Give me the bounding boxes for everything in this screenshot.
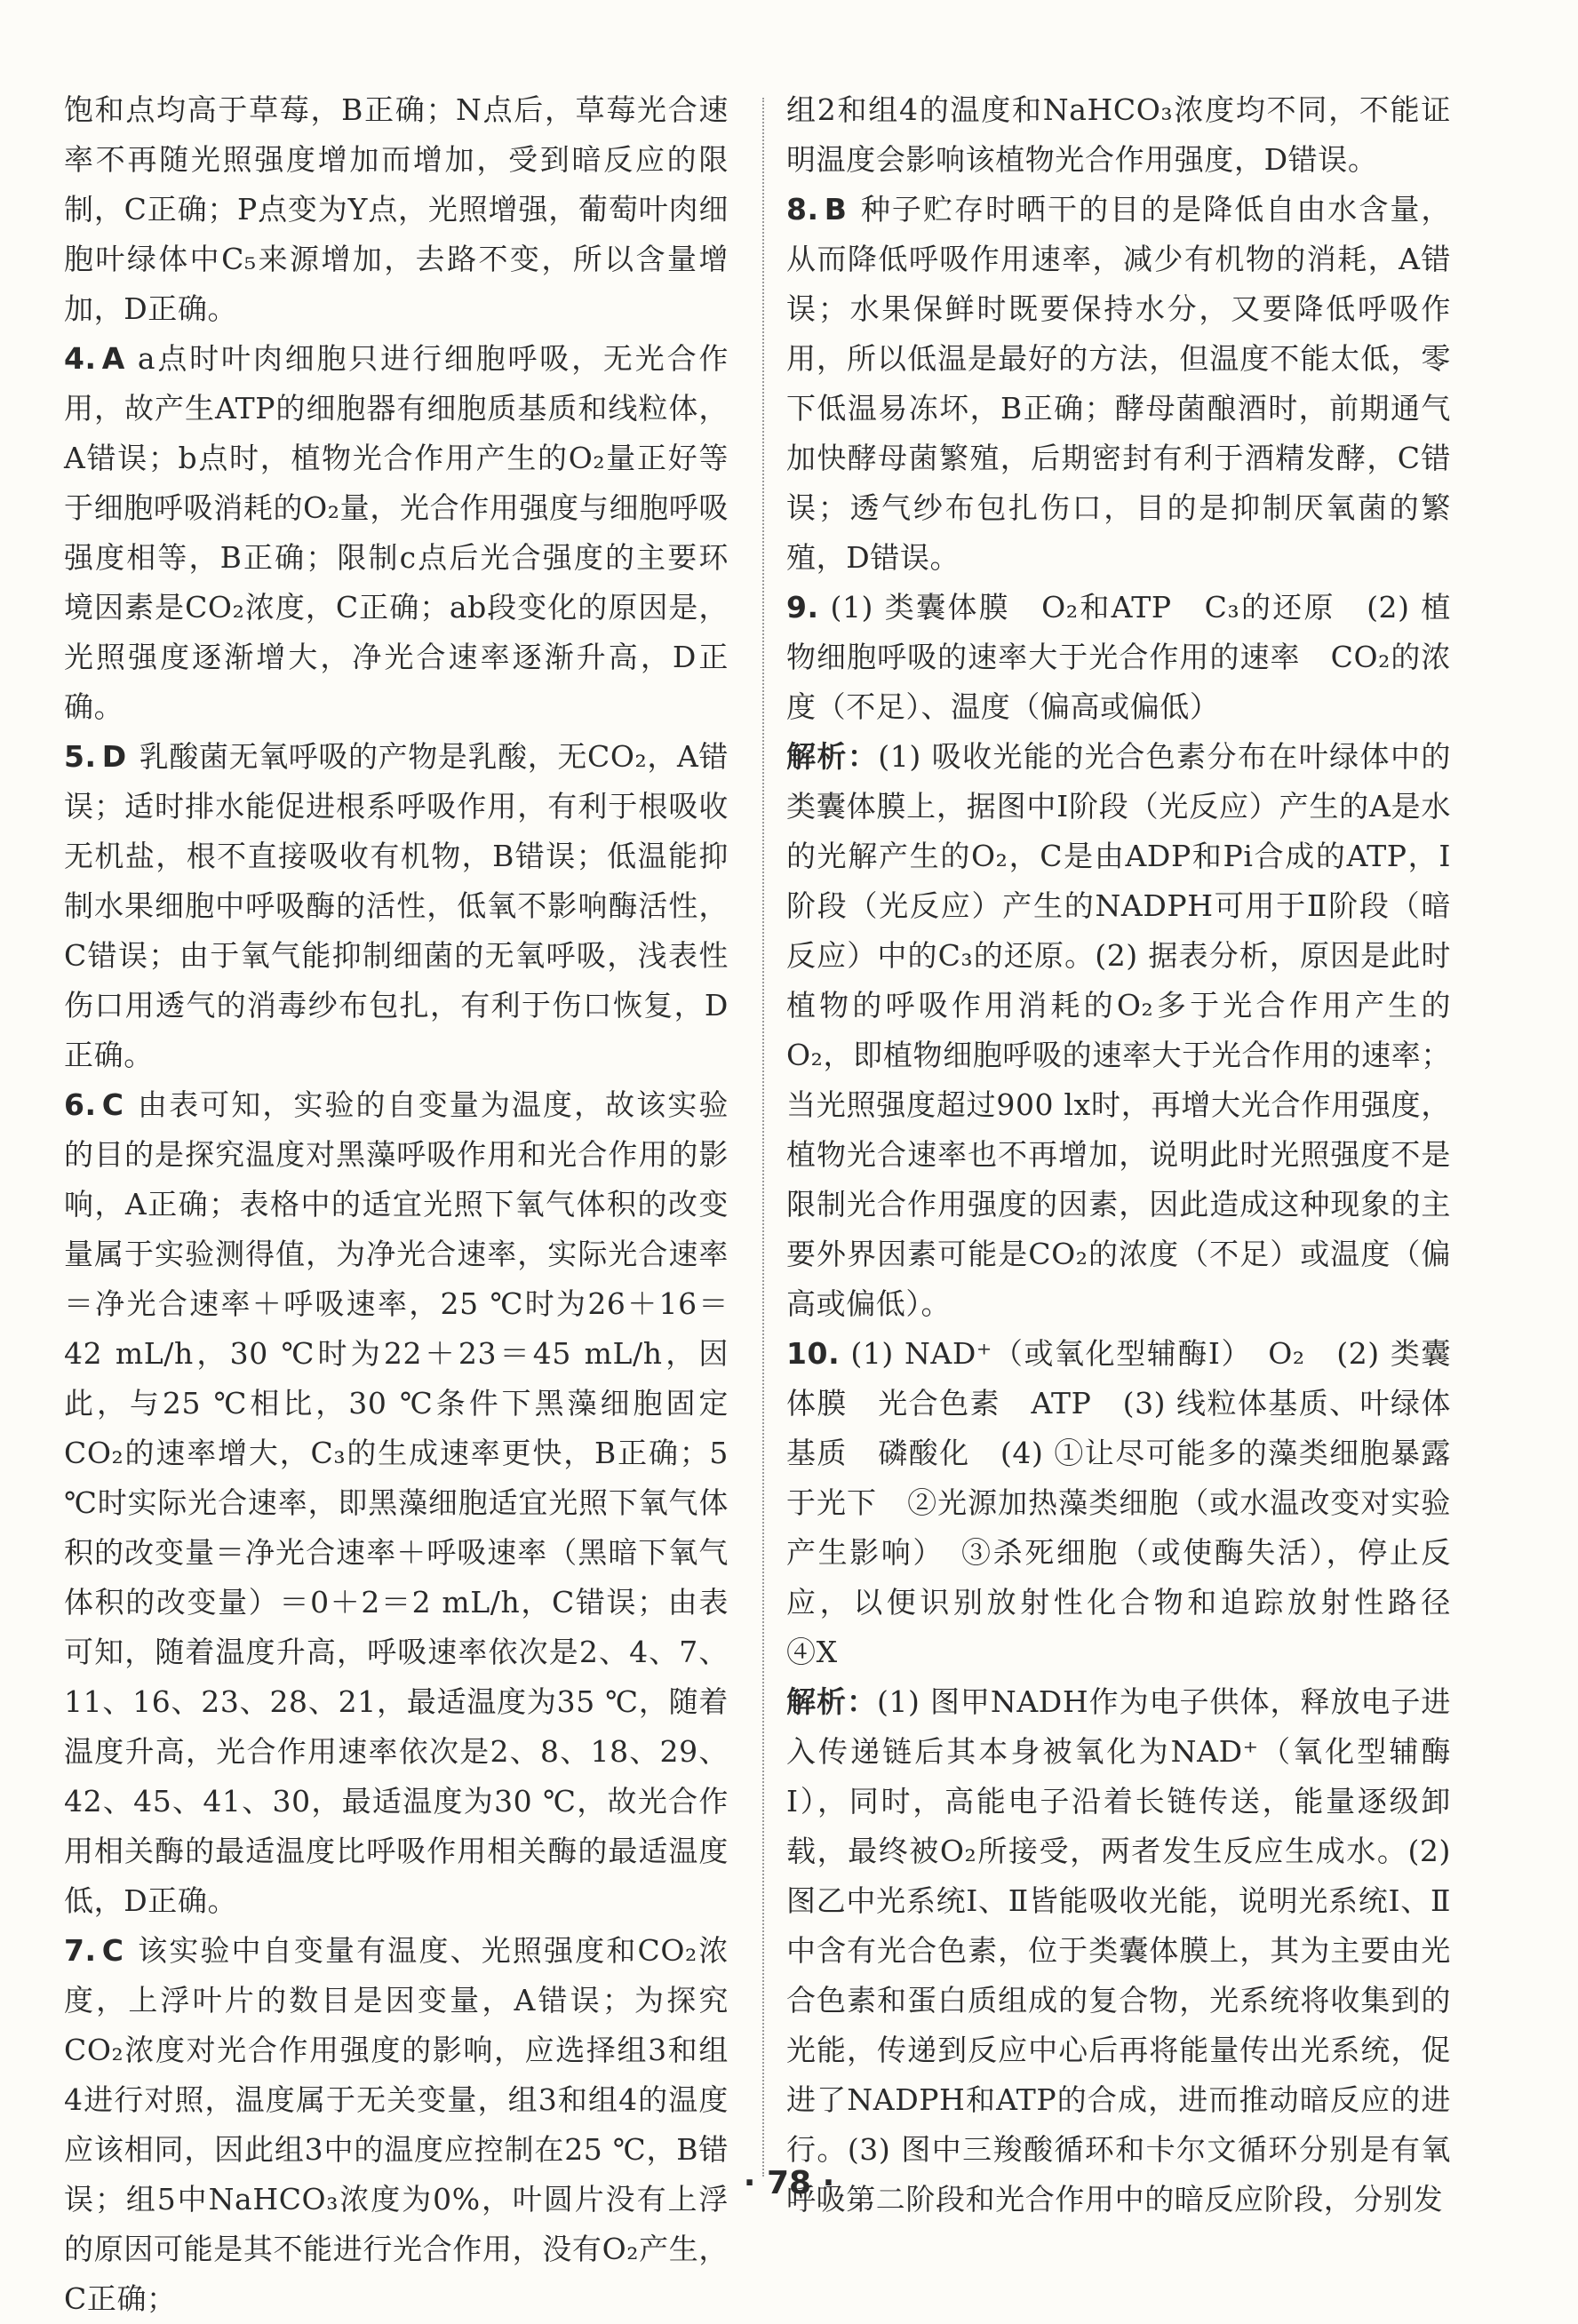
paragraph-text: 饱和点均高于草莓，B正确；N点后，草莓光合速率不再随光照强度增加而增加，受到暗反应的限制，C正确；P点变为Y点，光照增强，葡萄叶肉细胞叶绿体中C₅来源增加，去路不变，所以含量增加，D正确。: [64, 92, 729, 326]
question-9: [786, 583, 1451, 732]
analysis-text: (1) 图甲NADH作为电子供体，释放电子进入传递链后其本身被氧化为NAD⁺（氧化型辅酶Ⅰ），同时，高能电子沿着长链传送，能量逐级卸载，最终被O₂所接受，两者发生反应生成水。(2) 图乙中光系统Ⅰ、Ⅱ皆能吸收光能，说明光系统Ⅰ、Ⅱ中含有光合色素，位于类囊体膜上，其为主要由光合色素和蛋白质组成的复合物，光系统将收集到的光能，传递到反应中心后再将能量传出光系统，促进了NADPH和ATP的合成，进而推动暗反应的进行。(3) 图中三羧酸循环和卡尔文循环分别是有氧呼吸第二阶段和光合作用中的暗反应阶段，分别发: [786, 1684, 1451, 2217]
answer-letter: D: [101, 739, 127, 774]
question-8: [786, 185, 1451, 583]
question-7: [64, 1926, 729, 2324]
answer-letter: C: [101, 1933, 124, 1968]
column-divider: [762, 98, 764, 2177]
question-10-analysis: [786, 1677, 1451, 2225]
page-number: · 78 ·: [743, 2165, 835, 2201]
question-9-analysis: [786, 732, 1451, 1329]
explanation-text: 该实验中自变量有温度、光照强度和CO₂浓度，上浮叶片的数目是因变量，A错误；为探究CO₂浓度对光合作用强度的影响，应选择组3和组4进行对照，温度属于无关变量，组3和组4的温度应该相同，因此组3中的温度应控制在25 ℃，B错误；组5中NaHCO₃浓度为0%，叶圆片没有上浮的原因可能是其不能进行光合作用，没有O₂产生，C正确；: [64, 1933, 729, 2316]
explanation-text: 由表可知，实验的自变量为温度，故该实验的目的是探究温度对黑藻呼吸作用和光合作用的影响，A正确；表格中的适宜光照下氧气体积的改变量属于实验测得值，为净光合速率，实际光合速率＝净光合速率＋呼吸速率，25 ℃时为26＋16＝42 mL/h，30 ℃时为22＋23＝45 mL/h，因此，与25 ℃相比，30 ℃条件下黑藻细胞固定CO₂的速率增大，C₃的生成速率更快，B正确；5 ℃时实际光合速率，即黑藻细胞适宜光照下氧气体积的改变量＝净光合速率＋呼吸速率（黑暗下氧气体积的改变量）＝0＋2＝2 mL/h，C错误；由表可知，随着温度升高，呼吸速率依次是2、4、7、11、16、23、28、21，最适温度为35 ℃，随着温度升高，光合作用速率依次是2、8、18、29、42、45、41、30，最适温度为30 ℃，故光合作用相关酶的最适温度比呼吸作用相关酶的最适温度低，D正确。: [64, 1087, 729, 1918]
answer-letter: A: [101, 341, 125, 376]
continued-paragraph: [786, 85, 1451, 185]
question-number: 7.: [64, 1933, 97, 1968]
continued-paragraph: [64, 85, 729, 334]
question-number: 4.: [64, 341, 97, 376]
question-10: [786, 1329, 1481, 1677]
question-5: [64, 732, 729, 1080]
explanation-text: 种子贮存时晒干的目的是降低自由水含量，从而降低呼吸作用速率，减少有机物的消耗，A错误；水果保鲜时既要保持水分，又要降低呼吸作用，所以低温是最好的方法，但温度不能太低，零下低温易冻坏，B正确；酵母菌酿酒时，前期通气加快酵母菌繁殖，后期密封有利于酒精发酵，C错误；透气纱布包扎伤口，目的是抑制厌氧菌的繁殖，D错误。: [786, 192, 1451, 575]
analysis-text: (1) 吸收光能的光合色素分布在叶绿体中的类囊体膜上，据图中Ⅰ阶段（光反应）产生的A是水的光解产生的O₂，C是由ADP和Pi合成的ATP，Ⅰ阶段（光反应）产生的NADPH可用于Ⅱ阶段（暗反应）中的C₃的还原。(2) 据表分析，原因是此时植物的呼吸作用消耗的O₂多于光合作用产生的O₂，即植物细胞呼吸的速率大于光合作用的速率；当光照强度超过900 lx时，再增大光合作用强度，植物光合速率也不再增加，说明此时光照强度不是限制光合作用强度的因素，因此造成这种现象的主要外界因素可能是CO₂的浓度（不足）或温度（偏高或偏低）。: [786, 739, 1451, 1321]
question-6: [64, 1080, 729, 1926]
answer-text: (1) 类囊体膜 O₂和ATP C₃的还原 (2) 植物细胞呼吸的速率大于光合作用的速率 CO₂的浓度（不足）、温度（偏高或偏低）: [786, 590, 1451, 724]
answer-letter: C: [101, 1087, 124, 1122]
question-number: 6.: [64, 1087, 97, 1122]
answer-letter: B: [824, 192, 848, 227]
question-number: 8.: [786, 192, 819, 227]
analysis-label: 解析：: [786, 1684, 877, 1719]
question-number: 10.: [786, 1336, 841, 1371]
right-column: [786, 85, 1481, 2225]
analysis-label: 解析：: [786, 739, 879, 774]
left-column: [64, 85, 729, 2324]
answer-text: (1) NAD⁺（或氧化型辅酶Ⅰ） O₂ (2) 类囊体膜 光合色素 ATP (3) 线粒体基质、叶绿体基质 磷酸化 (4) ①让尽可能多的藻类细胞暴露于光下 ②光源加热藻类细胞（或水温改变对实验产生影响） ③杀死细胞（或使酶失活），停止反应，以便识别放射性化合物和追踪放射性路径 ④X: [786, 1336, 1481, 1669]
explanation-text: 乳酸菌无氧呼吸的产物是乳酸，无CO₂，A错误；适时排水能促进根系呼吸作用，有利于根吸收无机盐，根不直接吸收有机物，B错误；低温能抑制水果细胞中呼吸酶的活性，低氧不影响酶活性，C错误；由于氧气能抑制细菌的无氧呼吸，浅表性伤口用透气的消毒纱布包扎，有利于伤口恢复，D正确。: [64, 739, 729, 1072]
question-number: 9.: [786, 590, 819, 625]
paragraph-text: 组2和组4的温度和NaHCO₃浓度均不同，不能证明温度会影响该植物光合作用强度，D错误。: [786, 92, 1451, 177]
question-4: [64, 334, 729, 732]
question-number: 5.: [64, 739, 97, 774]
explanation-text: a点时叶肉细胞只进行细胞呼吸，无光合作用，故产生ATP的细胞器有细胞质基质和线粒体，A错误；b点时，植物光合作用产生的O₂量正好等于细胞呼吸消耗的O₂量，光合作用强度与细胞呼吸强度相等，B正确；限制c点后光合强度的主要环境因素是CO₂浓度，C正确；ab段变化的原因是，光照强度逐渐增大，净光合速率逐渐升高，D正确。: [64, 341, 729, 724]
